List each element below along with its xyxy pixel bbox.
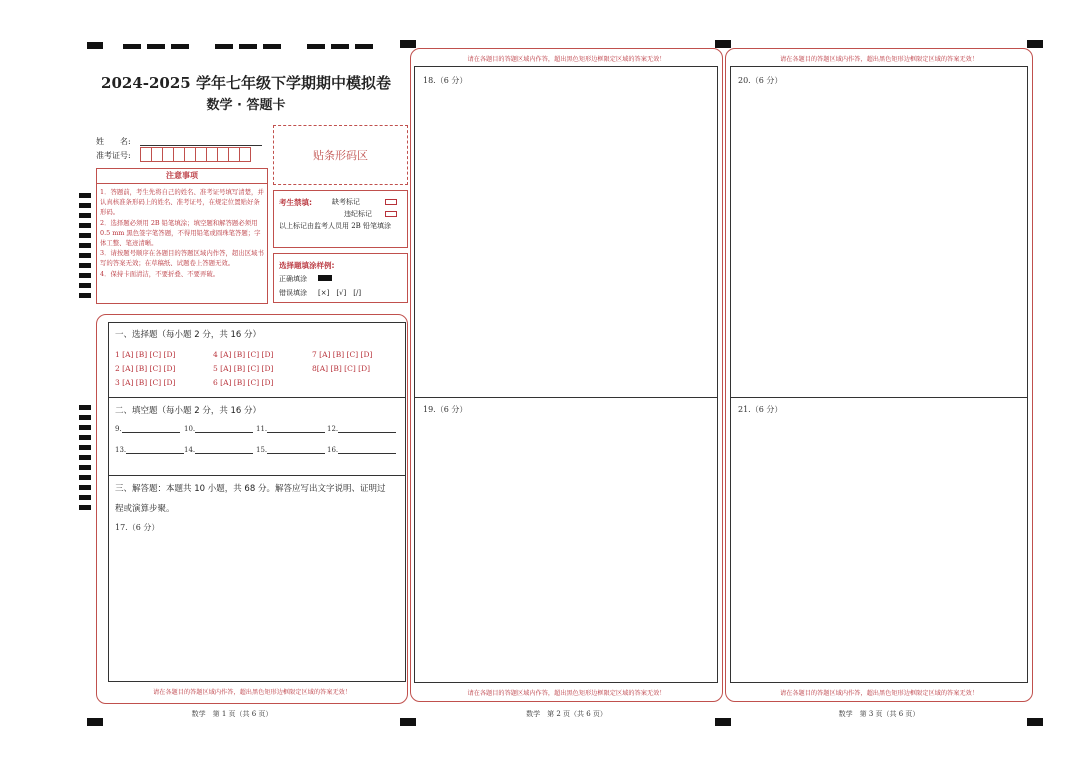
blank-q14-label: 14.	[184, 446, 196, 454]
barcode-area-label: 贴条形码区	[313, 149, 368, 162]
wrong-fill-label: 错误填涂	[279, 289, 307, 297]
blank-q9[interactable]	[115, 425, 180, 433]
question-17-label: 17.（6 分）	[115, 523, 160, 532]
exam-no-label: 准考证号:	[96, 151, 131, 160]
warning-page-3-bottom: 请在各题目的答题区域内作答，超出黑色矩形边框限定区域的答案无效！	[780, 690, 978, 697]
name-field[interactable]	[140, 145, 262, 146]
choice-q1[interactable]: 1 [A] [B] [C] [D]	[115, 350, 176, 359]
answer-area-q21[interactable]	[732, 418, 1026, 680]
warning-page-1-bottom: 请在各题目的答题区域内作答，超出黑色矩形边框限定区域的答案无效！	[153, 689, 351, 696]
section-3-title-line1: 三、解答题：本题共 10 小题，共 68 分。解答应写出文字说明、证明过	[115, 484, 386, 494]
choice-q8[interactable]: 8[A] [B] [C] [D]	[312, 364, 371, 373]
divider-section-1	[108, 397, 406, 398]
answer-area-q20[interactable]	[732, 88, 1026, 394]
notice-item-3: 3．请按题号顺序在各题目的答题区域内作答，超出区域书写的答案无效；在草稿纸、试题卷上答题无效。	[100, 249, 264, 268]
document-title: 2024-2025 学年七年级下学期期中模拟卷	[101, 74, 391, 92]
notice-item-2: 2．选择题必须用 2B 铅笔填涂；填空题和解答题必须用 0.5 mm 黑色签字笔答题，不得用铅笔或圆珠笔答题；字体工整、笔迹清晰。	[100, 218, 261, 248]
blank-q11-label: 11.	[256, 425, 268, 433]
divider-section-2	[108, 475, 406, 476]
choice-q5[interactable]: 5 [A] [B] [C] [D]	[213, 364, 274, 373]
fill-sample-label: 选择题填涂样例:	[279, 261, 335, 270]
footer-page-1: 数学 第 1 页（共 6 页）	[191, 710, 273, 718]
blank-q11[interactable]	[256, 425, 325, 433]
blank-q15-label: 15.	[256, 446, 268, 454]
blank-q15[interactable]	[256, 446, 325, 454]
blank-q16[interactable]	[327, 446, 396, 454]
choice-q4[interactable]: 4 [A] [B] [C] [D]	[213, 350, 274, 359]
correct-fill-label: 正确填涂	[279, 275, 307, 283]
correct-fill-sample	[318, 275, 332, 281]
warning-page-2-bottom: 请在各题目的答题区域内作答，超出黑色矩形边框限定区域的答案无效！	[467, 690, 666, 697]
question-20-label: 20.（6 分）	[738, 76, 783, 85]
blank-q13[interactable]	[115, 446, 184, 454]
question-19-label: 19.（6 分）	[423, 405, 468, 414]
footer-page-3: 数学 第 3 页（共 6 页）	[838, 710, 920, 718]
notice-item-1: 1．答题前，考生先将自己的姓名、准考证号填写清楚，并认真核准条形码上的姓名、准考证号，在规定位置贴好条形码。	[100, 188, 264, 217]
section-2-title: 二、填空题（每小题 2 分，共 16 分）	[115, 406, 262, 416]
forbidden-box	[273, 190, 408, 248]
name-label: 姓 名:	[96, 137, 131, 146]
blank-q10-label: 10.	[184, 425, 196, 433]
answer-area-q19[interactable]	[416, 418, 716, 680]
wrong-fill-samples: [×] [√] [/]	[318, 289, 362, 297]
barcode-area	[273, 125, 408, 185]
footer-page-2: 数学 第 2 页（共 6 页）	[526, 710, 607, 718]
notice-item-4: 4．保持卡面清洁，不要折叠、不要弄破。	[100, 269, 220, 278]
blank-q12-label: 12.	[327, 425, 339, 433]
divider-page-3	[730, 397, 1028, 398]
blank-q10[interactable]	[184, 425, 253, 433]
divider-page-2	[414, 397, 718, 398]
forbidden-label: 考生禁填:	[279, 198, 312, 207]
section-1-title: 一、选择题（每小题 2 分，共 16 分）	[115, 330, 262, 340]
choice-q7[interactable]: 7 [A] [B] [C] [D]	[312, 350, 373, 359]
absent-mark-label: 缺考标记	[332, 198, 360, 206]
notice-heading: 注意事项	[97, 169, 267, 184]
document-subtitle: 数学 · 答题卡	[206, 98, 286, 113]
exam-no-grid[interactable]	[140, 147, 250, 166]
notice-box	[96, 168, 268, 304]
warning-page-3-top: 请在各题目的答题区域内作答，超出黑色矩形边框限定区域的答案无效！	[780, 56, 978, 63]
forbidden-note: 以上标记由监考人员用 2B 铅笔填涂	[279, 222, 392, 230]
warning-page-2-top: 请在各题目的答题区域内作答，超出黑色矩形边框限定区域的答案无效！	[467, 56, 666, 63]
choice-q6[interactable]: 6 [A] [B] [C] [D]	[213, 378, 274, 387]
section-3-title-line2: 程或演算步聚。	[115, 504, 175, 514]
blank-q9-label: 9.	[115, 425, 122, 433]
fill-sample-box	[273, 253, 408, 303]
absent-mark-box[interactable]	[385, 199, 397, 205]
answer-area-q17[interactable]	[110, 535, 404, 680]
violation-mark-label: 违纪标记	[344, 210, 372, 218]
violation-mark-box[interactable]	[385, 211, 397, 217]
choice-q3[interactable]: 3 [A] [B] [C] [D]	[115, 378, 176, 387]
question-18-label: 18.（6 分）	[423, 76, 468, 85]
blank-q16-label: 16.	[327, 446, 339, 454]
choice-q2[interactable]: 2 [A] [B] [C] [D]	[115, 364, 176, 373]
question-21-label: 21.（6 分）	[738, 405, 783, 414]
blank-q14[interactable]	[184, 446, 253, 454]
blank-q12[interactable]	[327, 425, 396, 433]
blank-q13-label: 13.	[115, 446, 127, 454]
answer-area-q18[interactable]	[416, 88, 716, 394]
